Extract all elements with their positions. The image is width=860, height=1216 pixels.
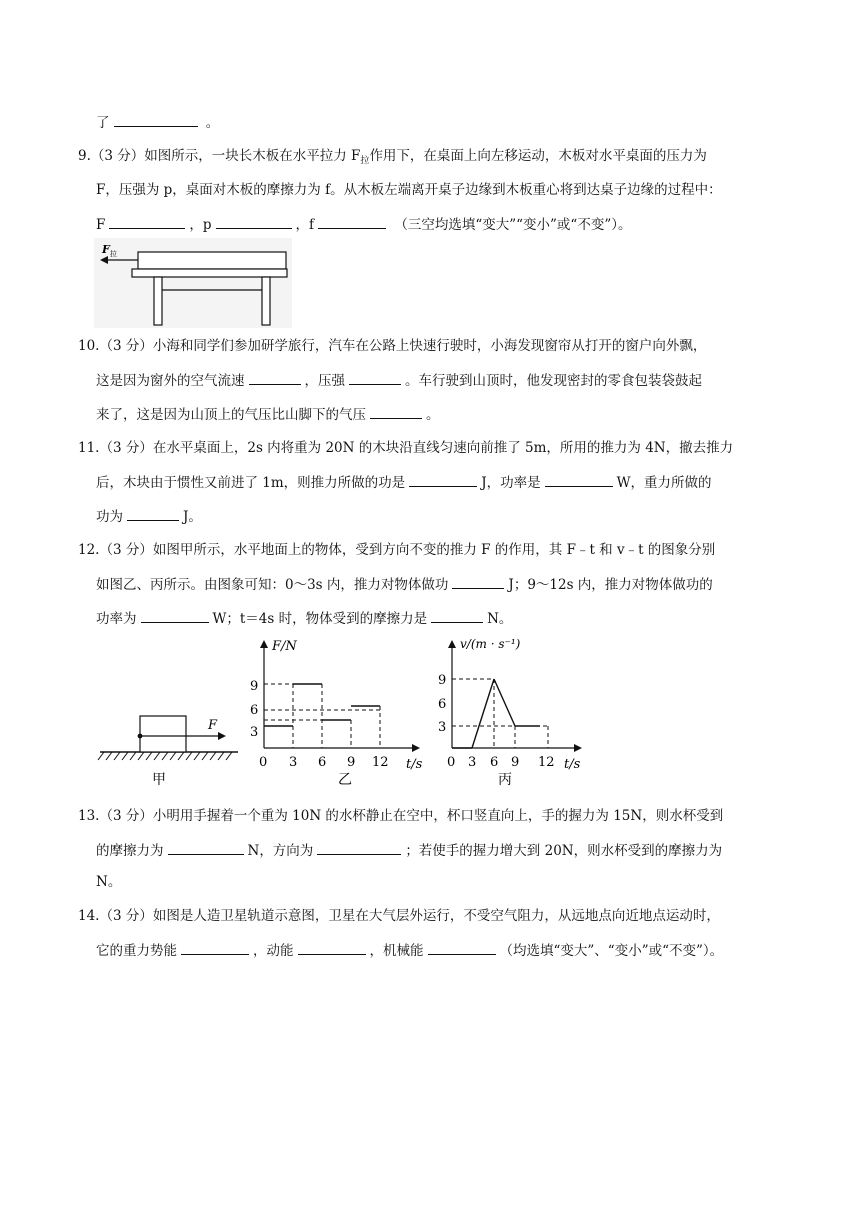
q10-text-2a: 这是因为窗外的空气流速 — [96, 373, 245, 389]
q9-p-blank[interactable] — [216, 214, 292, 229]
q13-line3 — [96, 872, 121, 892]
q13-blank-1[interactable] — [168, 840, 244, 855]
q11-line2 — [96, 472, 712, 493]
q14-line1 — [78, 906, 720, 926]
figure-jia-label: 甲 — [152, 772, 166, 788]
q10-line2 — [96, 370, 702, 391]
q12-text-2b: J；9～12s 内，推力对物体做功的 — [508, 577, 713, 593]
force-label: F — [208, 718, 218, 733]
q12-text-1: 12.（3 分）如图甲所示，水平地面上的物体，受到方向不变的推力 F 的作用，其 F﹣t 和 v﹣t 的图象分别 — [78, 542, 716, 558]
q12-blank-2[interactable] — [141, 608, 209, 623]
figure-bing — [438, 637, 582, 788]
q10-blank-2[interactable] — [349, 370, 401, 385]
figure-yi — [250, 639, 423, 788]
q9-p-label: ，p — [189, 217, 212, 233]
q9-F-label: F — [96, 217, 106, 233]
bing-ytick-3: 3 — [438, 720, 447, 735]
bing-xtick-6: 6 — [490, 755, 499, 770]
q13-blank-2[interactable] — [317, 840, 401, 855]
q9-figure — [92, 238, 292, 328]
q9-note: （三空均选填“变大”“变小”或“不变”）。 — [394, 217, 632, 233]
q11-blank-2[interactable] — [545, 472, 613, 487]
bing-ytick-9: 9 — [438, 673, 447, 688]
q14-blank-3[interactable] — [428, 940, 496, 955]
q9-text-a: 9.（3 分）如图所示，一块长木板在水平拉力 F — [78, 148, 361, 164]
q9-F-blank[interactable] — [109, 214, 185, 229]
q14-text-2b: ，动能 — [253, 943, 294, 959]
bing-xlabel: t/s — [564, 757, 581, 772]
q13-text-2c: ；若使手的握力增大到 20N，则水杯受到的摩擦力为 — [405, 843, 723, 859]
q14-line2 — [96, 940, 723, 961]
q9-line3 — [96, 214, 632, 235]
q14-blank-2[interactable] — [298, 940, 366, 955]
q12-blank-1[interactable] — [452, 574, 504, 589]
q11-text-2b: J，功率是 — [481, 475, 541, 491]
yi-y-arrow — [260, 640, 268, 648]
q9-text-b: 作用下，在桌面上向左移运动，木板对水平桌面的压力为 — [369, 148, 707, 164]
bing-ytick-6: 6 — [438, 697, 447, 712]
yi-dash-lines — [264, 684, 380, 748]
q13-text-2a: 的摩擦力为 — [96, 843, 164, 859]
q12-text-3b: W；t＝4s 时，物体受到的摩擦力是 — [212, 611, 428, 627]
q13-text-2b: N，方向为 — [247, 843, 314, 859]
figure-bing-label: 丙 — [498, 772, 512, 788]
q12-text-3a: 功率为 — [96, 611, 137, 627]
q12-line3 — [96, 608, 512, 629]
q10-line1 — [78, 336, 706, 356]
q11-blank-3[interactable] — [127, 506, 179, 521]
q10-text-3a: 来了，这是因为山顶上的气压比山脚下的气压 — [96, 407, 366, 423]
q10-blank-3[interactable] — [370, 404, 422, 419]
q11-line1 — [78, 438, 733, 458]
q13-line1 — [78, 806, 723, 826]
q10-line3 — [96, 404, 440, 425]
q12-blank-3[interactable] — [431, 608, 483, 623]
table-leg-left — [154, 277, 162, 325]
q11-line3 — [96, 506, 202, 527]
q14-blank-1[interactable] — [181, 940, 249, 955]
q10-text-2c: 。车行驶到山顶时，他发现密封的零食包装袋鼓起 — [405, 373, 702, 389]
q14-text-2d: （均选填“变大”、“变小”或“不变”）。 — [499, 943, 724, 959]
yi-xtick-6: 6 — [318, 755, 327, 770]
q12-figures — [96, 634, 596, 788]
yi-xlabel: t/s — [406, 757, 423, 772]
q12-line2 — [96, 574, 713, 595]
q11-text-3b: J。 — [183, 509, 202, 525]
bing-ylabel: v/(m · s⁻¹) — [460, 637, 521, 651]
q9-f-blank[interactable] — [318, 214, 386, 229]
wood-board — [138, 252, 286, 269]
q10-text-3b: 。 — [426, 407, 440, 423]
q11-text-2a: 后，木块由于惯性又前进了 1m，则推力所做的功是 — [96, 475, 406, 491]
q14-text-1: 14.（3 分）如图是人造卫星轨道示意图，卫星在大气层外运行，不受空气阻力，从远地点向近地点运动时， — [78, 908, 720, 924]
block-object — [140, 716, 186, 752]
table-top — [132, 269, 287, 277]
pull-force-sub: 拉 — [110, 250, 117, 258]
q12-line1 — [78, 540, 715, 560]
yi-x-arrow — [412, 744, 420, 752]
q10-blank-1[interactable] — [249, 370, 301, 385]
yi-xtick-3: 3 — [289, 755, 298, 770]
q11-text-2c: W，重力所做的 — [616, 475, 712, 491]
q9-f-label: ，f — [295, 217, 315, 233]
q8-tail — [96, 112, 219, 133]
ground-hatch — [98, 752, 232, 760]
q8-tail-end: 。 — [205, 115, 220, 131]
bing-xtick-9: 9 — [511, 755, 520, 770]
q14-text-2c: ，机械能 — [369, 943, 424, 959]
yi-ytick-6: 6 — [250, 703, 259, 718]
q12-text-3c: N。 — [487, 611, 513, 627]
q8-answer-blank[interactable] — [114, 112, 198, 127]
yi-ylabel: F/N — [272, 639, 297, 654]
q10-text-2b: ，压强 — [304, 373, 345, 389]
q10-text-1: 10.（3 分）小海和同学们参加研学旅行，汽车在公路上快速行驶时，小海发现窗帘从打开的窗户向外飘， — [78, 338, 707, 354]
q13-text-3: N。 — [96, 874, 122, 890]
q13-line2 — [96, 840, 722, 861]
table-leg-right — [262, 277, 270, 325]
yi-xtick-0: 0 — [259, 755, 268, 770]
figure-jia — [98, 716, 238, 788]
force-arrow-head — [218, 732, 226, 740]
q14-text-2a: 它的重力势能 — [96, 943, 177, 959]
q9-sub-la: 拉 — [360, 156, 370, 166]
q11-text-1: 11.（3 分）在水平桌面上，2s 内将重为 20N 的木块沿直线匀速向前推了 5m，所用的推力为 4N，撤去推力 — [78, 440, 734, 456]
yi-ytick-9: 9 — [250, 679, 259, 694]
q11-blank-1[interactable] — [409, 472, 477, 487]
bing-xtick-0: 0 — [447, 755, 456, 770]
q9-text-2: F，压强为 p，桌面对木板的摩擦力为 f。从木板左端离开桌子边缘到木板重心将到达桌子边缘的过程中： — [96, 182, 722, 198]
figure-yi-label: 乙 — [338, 772, 352, 788]
yi-xtick-12: 12 — [372, 755, 389, 770]
bing-xtick-12: 12 — [538, 755, 555, 770]
bing-xtick-3: 3 — [468, 755, 477, 770]
yi-xtick-9: 9 — [347, 755, 356, 770]
q13-text-1: 13.（3 分）小明用手握着一个重为 10N 的水杯静止在空中，杯口竖直向上，手的握力为 15N，则水杯受到 — [78, 808, 724, 824]
q9-line2 — [96, 180, 722, 200]
bing-y-arrow — [448, 640, 456, 648]
pull-force-label: F — [102, 243, 110, 256]
bing-velocity-line — [452, 679, 540, 748]
q11-text-3a: 功为 — [96, 509, 123, 525]
q8-tail-text: 了 — [96, 115, 110, 131]
yi-ytick-3: 3 — [250, 725, 259, 740]
bing-dash-lines — [452, 679, 548, 748]
q9-line1 — [78, 146, 707, 171]
bing-x-arrow — [574, 744, 582, 752]
q12-text-2a: 如图乙、丙所示。由图象可知：0～3s 内，推力对物体做功 — [96, 577, 449, 593]
